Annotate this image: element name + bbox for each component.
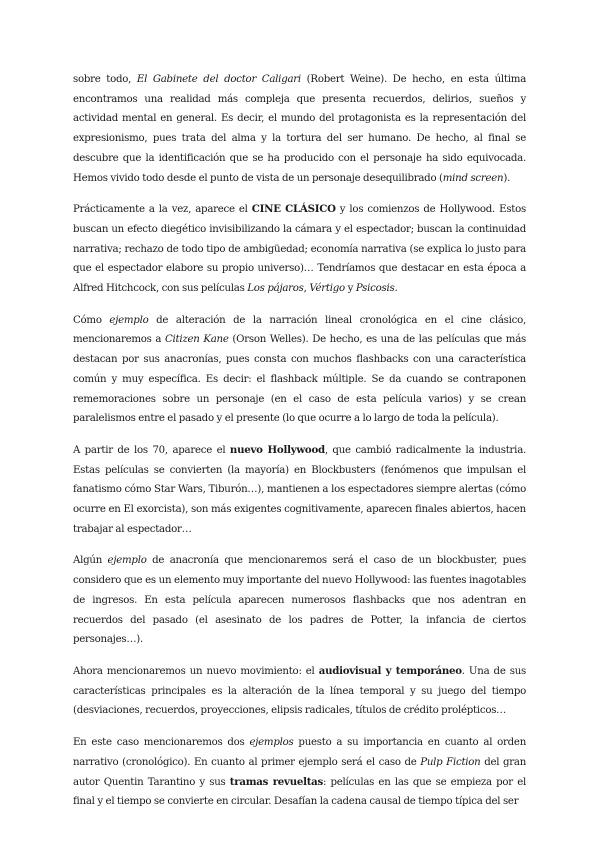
text-run: del gran autor Quentin Tarantino y sus bbox=[73, 756, 527, 788]
text-run: A partir de los 70, aparece el bbox=[73, 444, 230, 456]
paragraph-pulp-fiction bbox=[73, 733, 526, 812]
text-run: puesto a su importancia en cuanto al orden narrativo (cronológico). En cuanto al primer ejemplo será el caso de bbox=[73, 737, 527, 768]
term: ejemplo bbox=[109, 314, 149, 326]
term: ejemplo bbox=[107, 555, 147, 567]
text-run: . bbox=[394, 283, 398, 295]
film-title: El Gabinete del doctor Caligari bbox=[136, 74, 301, 85]
film-title: Vértigo bbox=[309, 283, 345, 295]
text-run: Cómo bbox=[73, 314, 110, 326]
film-title: Psicosis bbox=[355, 283, 395, 295]
paragraph-caligari bbox=[73, 70, 526, 188]
paragraph-nuevo-hollywood bbox=[73, 441, 526, 540]
paragraph-blockbuster bbox=[73, 551, 526, 650]
term: mind screen bbox=[442, 172, 504, 184]
text-run: En este caso mencionaremos dos bbox=[73, 737, 250, 749]
key-term: CINE CLÁSICO bbox=[251, 203, 336, 216]
text-run: . Una de sus características principales es la alteración de la línea temporal y su juego del tiempo (desviaciones, recuerdos, proyecciones, elipsis radicales, títulos de crédito prolépticos… bbox=[73, 665, 527, 717]
text-run: y bbox=[344, 283, 356, 295]
film-title: Pulp Fiction bbox=[420, 756, 481, 768]
text-run: de anacronía que mencionaremos será el caso de un blockbuster, pues considero que es un elemento muy importante del nuevo Hollywood: las fuentes inagotables de ingresos. En esta película aparecen numerosos flashbacks que nos adentran en recuerdos del pasado (el asesinato de los padres de Potter, la infancia de ciertos personajes…). bbox=[73, 555, 526, 646]
text-run: , bbox=[303, 283, 310, 295]
term: ejemplos bbox=[249, 737, 294, 749]
text-run: , que cambió radicalmente la industria. Estas películas se convierten (la mayoría) en Blockbusters (fenómenos que impulsan el fanatismo cómo Star Wars, Tiburón…), mantienen a los espectadores siempre alertas (cómo ocurre en El exorcista), son más exigentes cognitivamente, aparecen finales abiertos, hacen trabajar al espectador… bbox=[73, 444, 526, 535]
key-term: nuevo Hollywood bbox=[229, 443, 325, 456]
text-run: de alteración de la narración lineal cronológica en el cine clásico, mencionaremos a bbox=[73, 314, 526, 346]
key-term: audiovisual y temporáneo bbox=[318, 664, 462, 677]
paragraph-audiovisual bbox=[73, 662, 526, 721]
paragraph-cine-clasico bbox=[73, 200, 526, 299]
text-run: : películas en las que se empieza por el final y el tiempo se convierte en circular. Desafían la cadena causal de tiempo típica del ser bbox=[73, 776, 526, 808]
text-run: Ahora mencionaremos un nuevo movimiento: el bbox=[73, 665, 319, 677]
text-run: (Orson Welles). De hecho, es una de las películas que más destacan por sus anacronías, pues consta con muchos flashbacks con una característica común y muy específica. Es decir: el flashback múltiple. Se da cuando se contraponen rememoraciones sobre un personaje (en el caso de esta película varios) y se crean paralelismos entre el pasado y el presente (lo que ocurre a lo largo de toda la película). bbox=[73, 334, 526, 425]
paragraph-citizen-kane bbox=[73, 311, 526, 429]
film-title: Citizen Kane bbox=[165, 334, 229, 346]
document-body bbox=[73, 70, 526, 812]
key-term: tramas revueltas bbox=[229, 775, 324, 788]
text-run: y los comienzos de Hollywood. Estos buscan un efecto diegético invisibilizando la cámara y el espectador; buscan la continuidad narrativa; rechazo de todo tipo de ambigüedad; economía narrativa (se explica lo justo para que el espectador elabore su propio universo)… Tendríamos que destacar en esta época a Alfred Hitchcock, con sus películas bbox=[73, 204, 527, 295]
text-run: Algún bbox=[73, 555, 108, 567]
text-run: (Robert Weine). De hecho, en esta última encontramos una realidad más compleja que presenta recuerdos, delirios, sueños y actividad mental en general. Es decir, el mundo del protagonista es la representación del expresionismo, pues trata del alma y la tortura del ser humano. De hecho, al final se descubre que la identificación que se ha producido con el personaje ha sido equivocada. Hemos vivido todo desde el punto de vista de un personaje desequilibrado ( bbox=[73, 74, 527, 184]
text-run: Prácticamente a la vez, aparece el bbox=[73, 204, 252, 216]
text-run: sobre todo, bbox=[73, 74, 137, 85]
text-run: ). bbox=[503, 172, 511, 184]
film-title: Los pájaros bbox=[247, 283, 304, 295]
